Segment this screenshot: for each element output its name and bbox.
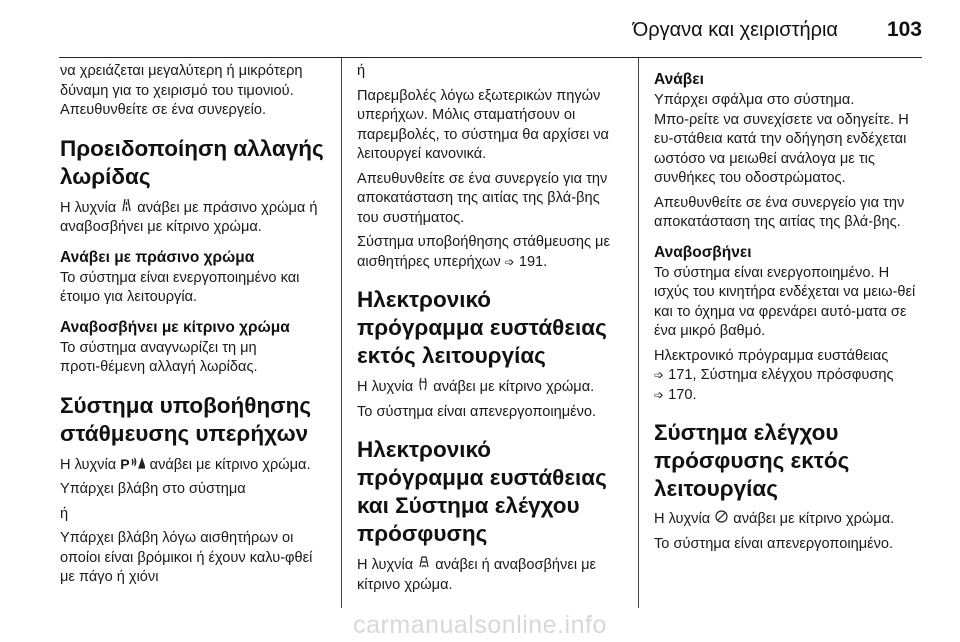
traction-control-off-icon: [714, 510, 729, 530]
watermark: [0, 611, 960, 642]
tc-off-text-2: Το σύστημα είναι απενεργοποιημένο.: [654, 535, 894, 552]
page-number: 103: [886, 18, 922, 41]
ref-arrow-icon: ➩: [654, 387, 665, 402]
parking-assist-text: Η λυχνία P ανάβει με κίτρινο χρώμα.: [60, 455, 325, 476]
yellow-heading: Αναβοσβήνει με κίτρινο χρώμα: [60, 318, 290, 336]
interference-text: Παρεμβολές λόγω εξωτερικών πηγών υπερήχων. Μόλις σταματήσουν οι παρεμβολές, το σύστημα θα αρχίσει να λειτουργεί κανονικά.: [357, 87, 609, 162]
lane-change-text: Η λυχνία ανάβει με πράσινο χρώμα ή αναβοσβήνει με κίτρινο χρώμα.: [60, 199, 318, 235]
on-text: Υπάρχει σφάλμα στο σύστημα. Μπο‑ρείτε να συνεχίσετε να οδηγείτε. Η ευ‑στάθεια κατά την οδήγηση ενδέχεται ωστόσο να μειωθεί ανάλογα με τις συνθήκες του οδοστρώματος.: [654, 92, 909, 186]
parking-assist-heading: Σύστημα υποβοήθησης στάθμευσης υπερήχων: [60, 392, 312, 446]
lane-change-icon: [120, 198, 133, 219]
ref-page-link[interactable]: 191.: [518, 253, 548, 270]
esc-icon: [417, 555, 431, 576]
workshop-text: Απευθυνθείτε σε ένα συνεργείο για την αποκατάσταση της αιτίας της βλά‑βης του συστήματος.: [357, 170, 608, 226]
ref-page-link[interactable]: 170.: [668, 386, 697, 403]
watermark-text: carmanualsonline.info: [353, 611, 607, 639]
or-text: ή: [357, 63, 366, 79]
parking-sensor-icon: [130, 456, 146, 476]
section-title: Όργανα και χειριστήρια: [632, 19, 838, 41]
ref-arrow-icon: ➩: [654, 368, 665, 382]
on-heading: Ανάβει: [654, 71, 704, 88]
esc-off-text: Η λυχνία ανάβει με κίτρινο χρώμα.: [357, 377, 622, 398]
column-divider: [341, 58, 342, 608]
green-text: Το σύστημα είναι ενεργοποιημένο και έτοιμο για λειτουργία.: [60, 269, 300, 305]
header-rule: [59, 57, 922, 58]
flash-text: Το σύστημα είναι ενεργοποιημένο. Η ισχύς του κινητήρα ενδέχεται να μειω‑θεί και το όχημα να φρενάρει αυτό‑ματα σε ένα μικρό βαθμό.: [654, 264, 916, 339]
lane-change-heading: Προειδοποίηση αλλαγής λωρίδας: [60, 135, 324, 189]
ref-arrow-icon: ➩: [504, 254, 515, 269]
parking-fault: Υπάρχει βλάβη στο σύστημα: [60, 481, 246, 497]
intro-paragraph: να χρειάζεται μεγαλύτερη ή μικρότερη δύναμη για το χειρισμό του τιμονιού. Απευθυνθείτε σε ένα συνεργείο.: [60, 63, 303, 118]
column-2: [357, 62, 622, 600]
ref-page-link[interactable]: 171, Σύστημα ελέγχου πρόσφυσης: [668, 367, 894, 383]
tc-off-text: Η λυχνία ανάβει με κίτρινο χρώμα.: [654, 510, 919, 530]
yellow-text: Το σύστημα αναγνωρίζει τη μη προτι‑θέμενη αλλαγή λωρίδας.: [60, 339, 258, 375]
workshop-text: Απευθυνθείτε σε ένα συνεργείο για την αποκατάσταση της αιτίας της βλά‑βης.: [654, 194, 905, 230]
flash-heading: Αναβοσβήνει: [654, 243, 752, 261]
column-1: [60, 62, 325, 593]
cross-reference: Ηλεκτρονικό πρόγραμμα ευστάθειας ➩ 171, Σύστημα ελέγχου πρόσφυσης ➩ 170.: [654, 347, 894, 403]
cross-reference: Σύστημα υποβοήθησης στάθμευσης με αισθητήρες υπερήχων ➩ 191.: [357, 234, 610, 270]
esc-off-text-2: Το σύστημα είναι απενεργοποιημένο.: [357, 403, 597, 420]
esc-heading: Ηλεκτρονικό πρόγραμμα ευστάθειας και Σύστημα ελέγχου πρόσφυσης: [357, 437, 607, 546]
tc-off-heading: Σύστημα ελέγχου πρόσφυσης εκτός λειτουργίας: [654, 420, 850, 501]
esc-text: Η λυχνία ανάβει ή αναβοσβήνει με κίτρινο χρώμα.: [357, 557, 597, 593]
esc-off-icon: [417, 377, 429, 398]
green-heading: Ανάβει με πράσινο χρώμα: [60, 248, 255, 266]
parking-fault-2: Υπάρχει βλάβη λόγω αισθητήρων οι οποίοι είναι βρόμικοι ή έχουν καλυ‑φθεί με πάγο ή χιόνι: [60, 530, 313, 585]
esc-off-heading: Ηλεκτρονικό πρόγραμμα ευστάθειας εκτός λειτουργίας: [357, 287, 607, 368]
or-text: ή: [60, 505, 69, 522]
parking-p-label: P: [120, 455, 130, 472]
page-header: [0, 0, 960, 58]
column-divider: [638, 58, 639, 608]
column-3: [654, 62, 919, 559]
